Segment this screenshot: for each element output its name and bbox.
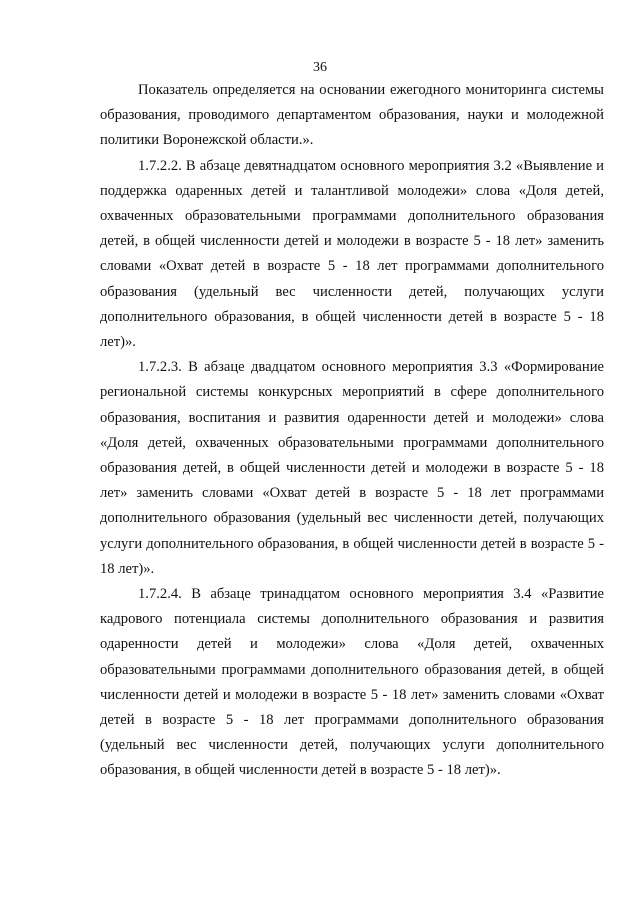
paragraph-indicator-note: Показатель определяется на основании ежегодного мониторинга системы образования, проводимого департаментом образования, науки и молодежной политики Воронежской области.». [100, 82, 604, 149]
paragraph-1-7-2-4: 1.7.2.4. В абзаце тринадцатом основного мероприятия 3.4 «Развитие кадрового потенциала системы дополнительного образования и развития одаренности детей и молодежи» слова «Доля детей, охваченных образовательными программами дополнительного образования детей, в общей численности детей и молодежи в возрасте 5 - 18 лет» заменить словами «Охват детей в возрасте 5 - 18 лет программами дополнительного образования (удельный вес численности детей, получающих услуги дополнительного образования, в общей численности детей в возрасте 5 - 18 лет)». [100, 586, 604, 779]
paragraph-1-7-2-3: 1.7.2.3. В абзаце двадцатом основного мероприятия 3.3 «Формирование региональной системы конкурсных мероприятий в сфере дополнительного образования, воспитания и развития одаренности детей и молодежи» слова «Доля детей, охваченных образовательными программами дополнительного образования детей, в общей численности детей и молодежи в возрасте 5 - 18 лет» заменить словами «Охват детей в возрасте 5 - 18 лет программами дополнительного образования (удельный вес численности детей, получающих услуги дополнительного образования, в общей численности детей в возрасте 5 - 18 лет)». [100, 359, 604, 577]
page-number: 36 [313, 60, 327, 75]
document-body [100, 78, 604, 784]
paragraph-1-7-2-2: 1.7.2.2. В абзаце девятнадцатом основного мероприятия 3.2 «Выявление и поддержка одаренных детей и талантливой молодежи» слова «Доля детей, охваченных образовательными программами дополнительного образования детей, в общей численности детей и молодежи в возрасте 5 - 18 лет» заменить словами «Охват детей в возрасте 5 - 18 лет программами дополнительного образования (удельный вес численности детей, получающих услуги дополнительного образования, в общей численности детей в возрасте 5 - 18 лет)». [100, 157, 604, 351]
